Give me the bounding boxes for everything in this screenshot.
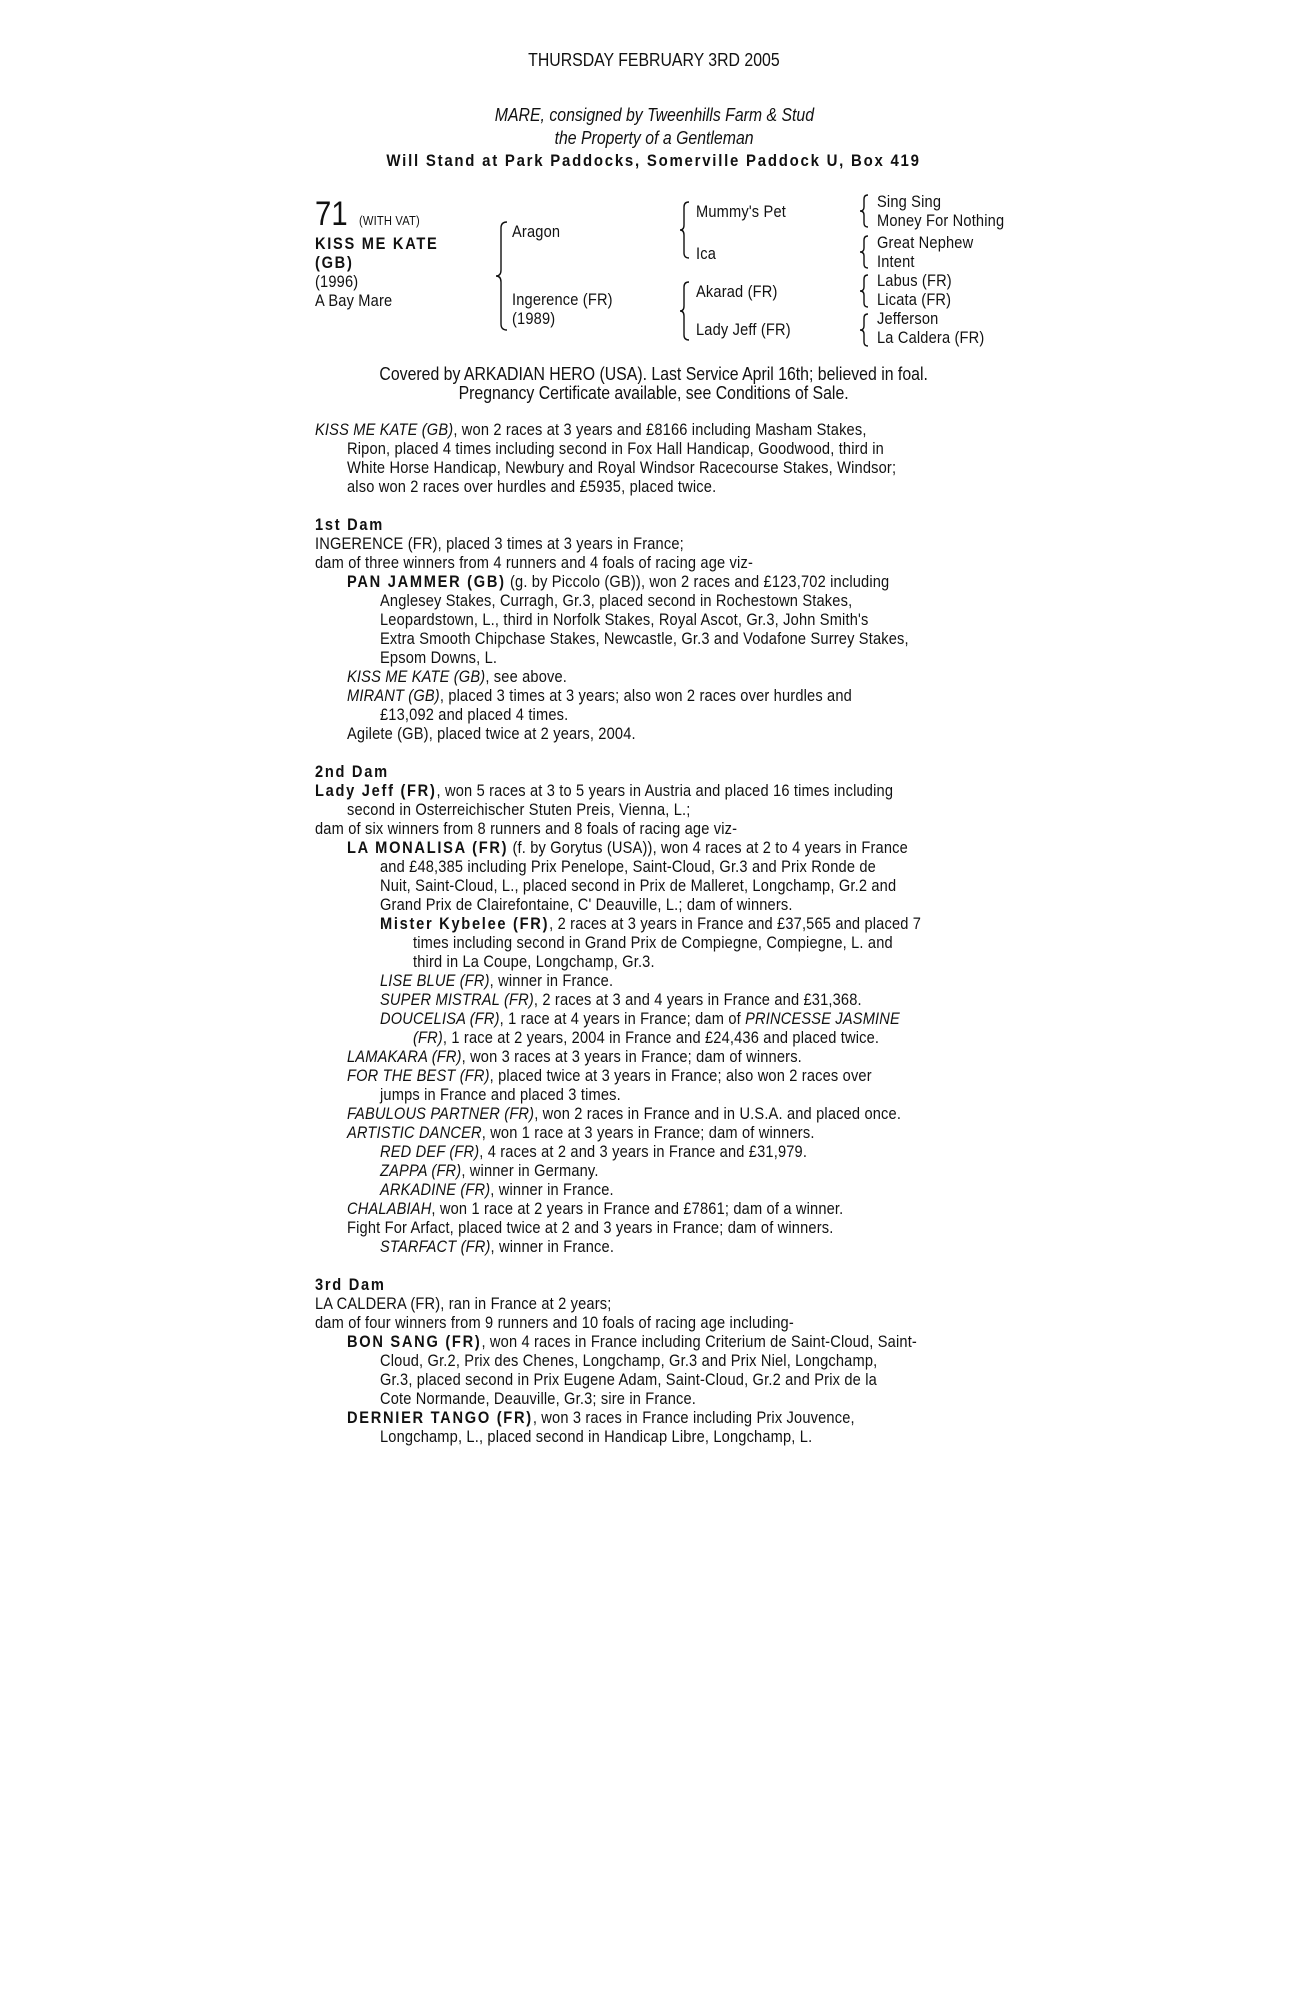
body-line: LA CALDERA (FR), ran in France at 2 years; — [315, 1294, 612, 1313]
body-line: PAN JAMMER (GB) (g. by Piccolo (GB)), won 2 races and £123,702 including — [347, 572, 890, 591]
body-line: times including second in Grand Prix de Compiegne, Compiegne, L. and — [413, 933, 893, 952]
body-line: LA MONALISA (FR) (f. by Gorytus (USA)), won 4 races at 2 to 4 years in France — [347, 838, 908, 857]
pedigree-ggp-3: Great Nephew — [877, 233, 974, 252]
body-line: Cloud, Gr.2, Prix des Chenes, Longchamp, Gr.3 and Prix Niel, Longchamp, — [380, 1351, 878, 1370]
pedigree-ggp-6: Licata (FR) — [877, 290, 952, 309]
pedigree-ggp-8: La Caldera (FR) — [877, 328, 985, 347]
body-line: ARTISTIC DANCER, won 1 race at 3 years in France; dam of winners. — [347, 1123, 815, 1142]
body-line: second in Osterreichischer Stuten Preis, Vienna, L.; — [347, 800, 691, 819]
pedigree-granddam-2: Lady Jeff (FR) — [696, 320, 791, 339]
body-line: dam of three winners from 4 runners and 4 foals of racing age viz- — [315, 553, 753, 572]
body-line: Mister Kybelee (FR), 2 races at 3 years in France and £37,565 and placed 7 — [380, 914, 922, 933]
body-line: INGERENCE (FR), placed 3 times at 3 years in France; — [315, 534, 684, 553]
body-line: SUPER MISTRAL (FR), 2 races at 3 and 4 years in France and £31,368. — [380, 990, 862, 1009]
pedigree-brace-sire — [679, 200, 693, 260]
body-line: DERNIER TANGO (FR), won 3 races in France including Prix Jouvence, — [347, 1408, 855, 1427]
body-line: Epsom Downs, L. — [380, 648, 498, 667]
pedigree-dam-year: (1989) — [512, 309, 556, 328]
body-line: STARFACT (FR), winner in France. — [380, 1237, 615, 1256]
section-heading-1st-dam: 1st Dam — [315, 515, 384, 534]
pedigree-brace-g4 — [859, 312, 871, 348]
body-line: also won 2 races over hurdles and £5935, placed twice. — [347, 477, 717, 496]
body-line: Grand Prix de Clairefontaine, C' Deauville, L.; dam of winners. — [380, 895, 793, 914]
body-line: Fight For Arfact, placed twice at 2 and 3 years in France; dam of winners. — [347, 1218, 834, 1237]
body-line: ARKADINE (FR), winner in France. — [380, 1180, 614, 1199]
pedigree-ggp-1: Sing Sing — [877, 192, 942, 211]
pedigree-brace-g1 — [859, 193, 871, 229]
pedigree-ggp-2: Money For Nothing — [877, 211, 1005, 230]
body-line: DOUCELISA (FR), 1 race at 4 years in France; dam of PRINCESSE JASMINE — [380, 1009, 900, 1028]
body-line: Nuit, Saint-Cloud, L., placed second in Prix de Malleret, Longchamp, Gr.2 and — [380, 876, 897, 895]
body-line: Leopardstown, L., third in Norfolk Stakes, Royal Ascot, Gr.3, John Smith's — [380, 610, 869, 629]
vat-note: (WITH VAT) — [358, 213, 420, 228]
body-line: KISS ME KATE (GB), see above. — [347, 667, 568, 686]
body-line: (FR), 1 race at 2 years, 2004 in France and £24,436 and placed twice. — [413, 1028, 880, 1047]
pedigree-ggp-5: Labus (FR) — [877, 271, 952, 290]
body-line: FOR THE BEST (FR), placed twice at 3 years in France; also won 2 races over — [347, 1066, 872, 1085]
body-line: Extra Smooth Chipchase Stakes, Newcastle, Gr.3 and Vodafone Surrey Stakes, — [380, 629, 909, 648]
section-heading-3rd-dam: 3rd Dam — [315, 1275, 386, 1294]
horse-description: A Bay Mare — [315, 291, 393, 310]
body-line: Cote Normande, Deauville, Gr.3; sire in France. — [380, 1389, 697, 1408]
body-line: Lady Jeff (FR), won 5 races at 3 to 5 years in Austria and placed 16 times including — [315, 781, 894, 800]
body-line: MIRANT (GB), placed 3 times at 3 years; also won 2 races over hurdles and — [347, 686, 852, 705]
covered-line-1: Covered by ARKADIAN HERO (USA). Last Service April 16th; believed in foal. — [379, 364, 929, 384]
body-line: RED DEF (FR), 4 races at 2 and 3 years in France and £31,979. — [380, 1142, 808, 1161]
pedigree-ggp-4: Intent — [877, 252, 915, 271]
pedigree-granddam-1: Ica — [696, 244, 717, 263]
pedigree-grandsire-1: Mummy's Pet — [696, 202, 786, 221]
section-heading-2nd-dam: 2nd Dam — [315, 762, 389, 781]
pedigree-ggp-7: Jefferson — [877, 309, 939, 328]
pedigree-dam: Ingerence (FR) — [512, 290, 613, 309]
property-line: the Property of a Gentleman — [554, 128, 754, 148]
body-line: CHALABIAH, won 1 race at 2 years in France and £7861; dam of a winner. — [347, 1199, 844, 1218]
body-line: ZAPPA (FR), winner in Germany. — [380, 1161, 599, 1180]
body-line: FABULOUS PARTNER (FR), won 2 races in France and in U.S.A. and placed once. — [347, 1104, 902, 1123]
horse-name: KISS ME KATE — [315, 234, 439, 253]
body-line: and £48,385 including Prix Penelope, Saint-Cloud, Gr.3 and Prix Ronde de — [380, 857, 876, 876]
body-line: dam of six winners from 8 runners and 8 foals of racing age viz- — [315, 819, 738, 838]
body-line: £13,092 and placed 4 times. — [380, 705, 569, 724]
pedigree-brace-main — [495, 220, 511, 332]
horse-origin: (GB) — [315, 253, 354, 272]
body-line: Anglesey Stakes, Curragh, Gr.3, placed second in Rochestown Stakes, — [380, 591, 853, 610]
pedigree-brace-g2 — [859, 234, 871, 270]
lot-block — [315, 196, 420, 232]
body-line: Ripon, placed 4 times including second in Fox Hall Handicap, Goodwood, third in — [347, 439, 884, 458]
lot-number: 71 — [315, 195, 348, 233]
sale-date: THURSDAY FEBRUARY 3RD 2005 — [528, 50, 780, 70]
body-line: LISE BLUE (FR), winner in France. — [380, 971, 614, 990]
pedigree-brace-dam — [679, 280, 693, 342]
body-line: Gr.3, placed second in Prix Eugene Adam, Saint-Cloud, Gr.2 and Prix de la — [380, 1370, 877, 1389]
covered-line-2: Pregnancy Certificate available, see Conditions of Sale. — [458, 383, 850, 403]
body-line: jumps in France and placed 3 times. — [380, 1085, 621, 1104]
body-line: Agilete (GB), placed twice at 2 years, 2004. — [347, 724, 636, 743]
horse-year: (1996) — [315, 272, 359, 291]
pedigree-grandsire-2: Akarad (FR) — [696, 282, 778, 301]
body-line: Longchamp, L., placed second in Handicap Libre, Longchamp, L. — [380, 1427, 813, 1446]
body-line: White Horse Handicap, Newbury and Royal Windsor Racecourse Stakes, Windsor; — [347, 458, 897, 477]
body-line: LAMAKARA (FR), won 3 races at 3 years in France; dam of winners. — [347, 1047, 802, 1066]
body-line: dam of four winners from 9 runners and 10 foals of racing age including- — [315, 1313, 794, 1332]
body-line: BON SANG (FR), won 4 races in France including Criterium de Saint-Cloud, Saint- — [347, 1332, 917, 1351]
consignment-line: MARE, consigned by Tweenhills Farm & Stud — [494, 105, 814, 125]
pedigree-sire: Aragon — [512, 222, 561, 241]
body-line: third in La Coupe, Longchamp, Gr.3. — [413, 952, 655, 971]
body-line: KISS ME KATE (GB), won 2 races at 3 years and £8166 including Masham Stakes, — [315, 420, 867, 439]
pedigree-brace-g3 — [859, 273, 871, 309]
stand-location: Will Stand at Park Paddocks, Somerville Paddock U, Box 419 — [386, 151, 922, 170]
